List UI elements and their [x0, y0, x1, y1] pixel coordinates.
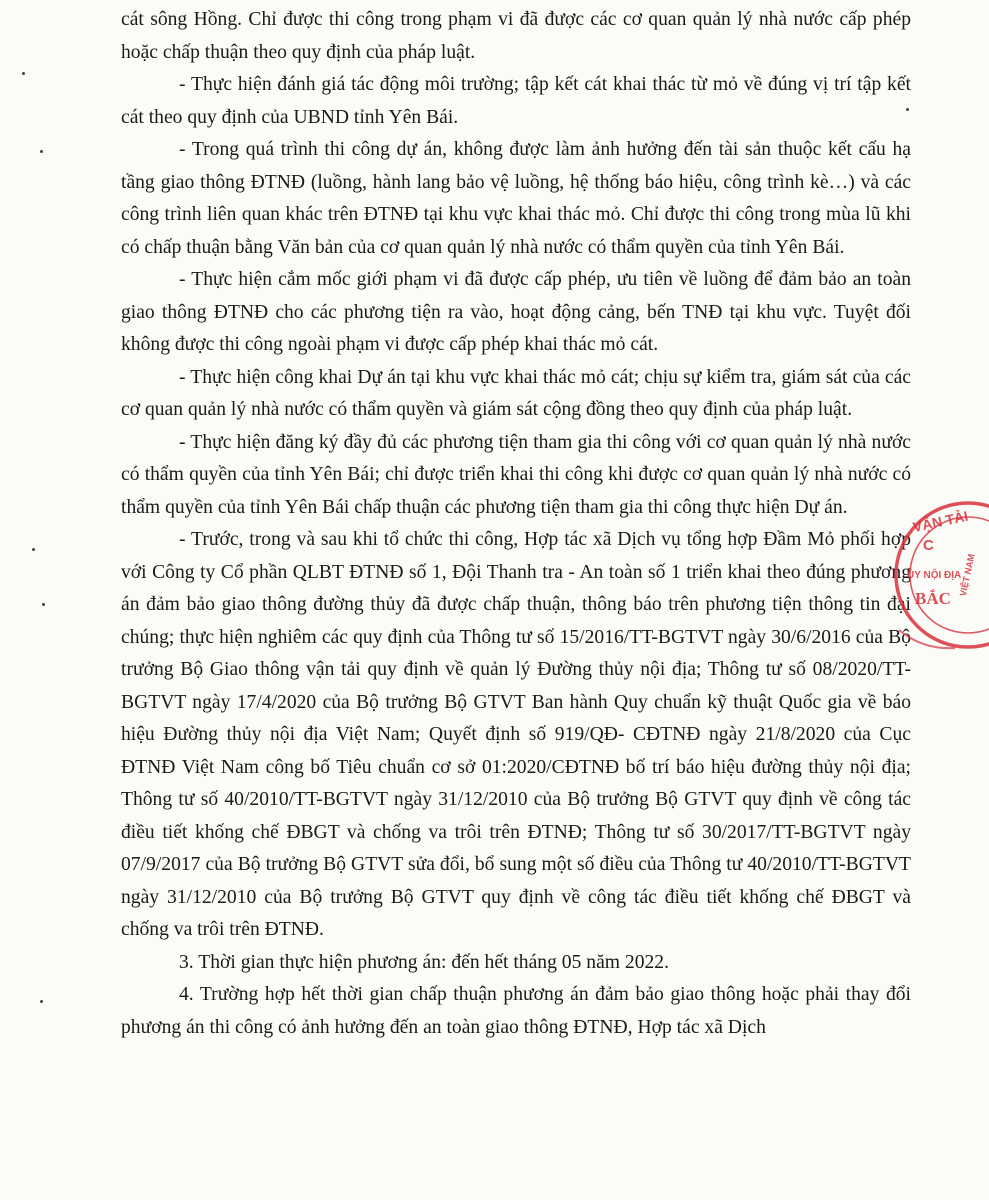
- paragraph-vehicle-registration: - Thực hiện đăng ký đầy đủ các phương tiện tham gia thi công với cơ quan quản lý nhà nước có thẩm quyền của tỉnh Yên Bái; chỉ được triển khai thi công khi được cơ quan quản lý nhà nước có thẩm quyền của tỉnh Yên Bái chấp thuận các phương tiện tham gia thi công thực hiện Dự án.: [121, 431, 911, 518]
- paragraph-infrastructure: - Trong quá trình thi công dự án, không được làm ảnh hưởng đến tài sản thuộc kết cấu hạ tầng giao thông ĐTNĐ (luồng, hành lang bảo vệ luồng, hệ thống báo hiệu, công trình kè…) và các công trình liên quan khác trên ĐTNĐ tại khu vực khai thác mỏ. Chỉ được thi công trong mùa lũ khi có chấp thuận bằng Văn bản của cơ quan quản lý nhà nước có thẩm quyền của tỉnh Yên Bái.: [121, 139, 911, 258]
- paragraph-boundary-markers: - Thực hiện cắm mốc giới phạm vi đã được cấp phép, ưu tiên về luồng để đảm bảo an toàn giao thông ĐTNĐ cho các phương tiện ra vào, hoạt động cảng, bến TNĐ tại khu vực. Tuyệt đối không được thi công ngoài phạm vi được cấp phép khai thác mỏ cát.: [121, 269, 911, 355]
- stamp-bottom-text: BẮC: [915, 589, 951, 608]
- paragraph-environment: - Thực hiện đánh giá tác động môi trường; tập kết cát khai thác từ mỏ về đúng vị trí tập kết cát theo quy định của UBND tỉnh Yên Bái.: [121, 74, 911, 128]
- scan-speck-6: [22, 72, 25, 75]
- scan-speck-5: [906, 108, 909, 111]
- stamp-middle-text: ỦY NỘI ĐỊA: [907, 570, 962, 581]
- scan-speck-4: [40, 1000, 43, 1003]
- stamp-top-text: VẬN TẢI: [911, 507, 970, 536]
- document-body: [121, 4, 911, 1044]
- paragraph-intro: cát sông Hồng. Chỉ được thi công trong phạm vi đã được các cơ quan quản lý nhà nước cấp phép hoặc chấp thuận theo quy định của pháp luật.: [121, 9, 911, 63]
- stamp-side-text: VIỆT NAM: [957, 552, 977, 598]
- scan-speck-2: [32, 548, 35, 551]
- scan-speck-3: [42, 603, 45, 606]
- stamp-fragment-text: C: [923, 537, 934, 554]
- paragraph-coordination: - Trước, trong và sau khi tổ chức thi công, Hợp tác xã Dịch vụ tổng hợp Đầm Mỏ phối hợp với Công ty Cổ phần QLBT ĐTNĐ số 1, Đội Thanh tra - An toàn số 1 triển khai theo đúng phương án đảm bảo giao thông đường thủy đã được chấp thuận, thông báo trên phương tiện thông tin đại chúng; thực hiện nghiêm các quy định của Thông tư số 15/2016/TT-BGTVT ngày 30/6/2016 của Bộ trưởng Bộ Giao thông vận tải quy định về quản lý Đường thủy nội địa; Thông tư số 08/2020/TT-BGTVT ngày 17/4/2020 của Bộ trưởng Bộ GTVT Ban hành Quy chuẩn kỹ thuật Quốc gia về báo hiệu Đường thủy nội địa Việt Nam; Quyết định số 919/QĐ- CĐTNĐ ngày 21/8/2020 của Cục ĐTNĐ Việt Nam công bố Tiêu chuẩn cơ sở 01:2020/CĐTNĐ bố trí báo hiệu đường thủy nội địa; Thông tư số 40/2010/TT-BGTVT ngày 31/12/2010 của Bộ trưởng Bộ GTVT quy định về công tác điều tiết khống chế ĐBGT và chống va trôi trên ĐTNĐ; Thông tư số 30/2017/TT-BGTVT ngày 07/9/2017 của Bộ trưởng Bộ GTVT sửa đổi, bổ sung một số điều của Thông tư 40/2010/TT-BGTVT ngày 31/12/2010 của Bộ trưởng Bộ GTVT quy định về công tác điều tiết khống chế ĐBGT và chống va trôi trên ĐTNĐ.: [121, 529, 911, 940]
- paragraph-item-4: 4. Trường hợp hết thời gian chấp thuận phương án đảm bảo giao thông hoặc phải thay đổi phương án thi công có ảnh hưởng đến an toàn giao thông ĐTNĐ, Hợp tác xã Dịch: [121, 984, 911, 1038]
- paragraph-public-disclosure: - Thực hiện công khai Dự án tại khu vực khai thác mỏ cát; chịu sự kiểm tra, giám sát của các cơ quan quản lý nhà nước có thẩm quyền và giám sát cộng đồng theo quy định của pháp luật.: [121, 366, 911, 420]
- paragraph-item-3: 3. Thời gian thực hiện phương án: đến hết tháng 05 năm 2022.: [179, 951, 669, 973]
- scan-speck-1: [40, 150, 43, 153]
